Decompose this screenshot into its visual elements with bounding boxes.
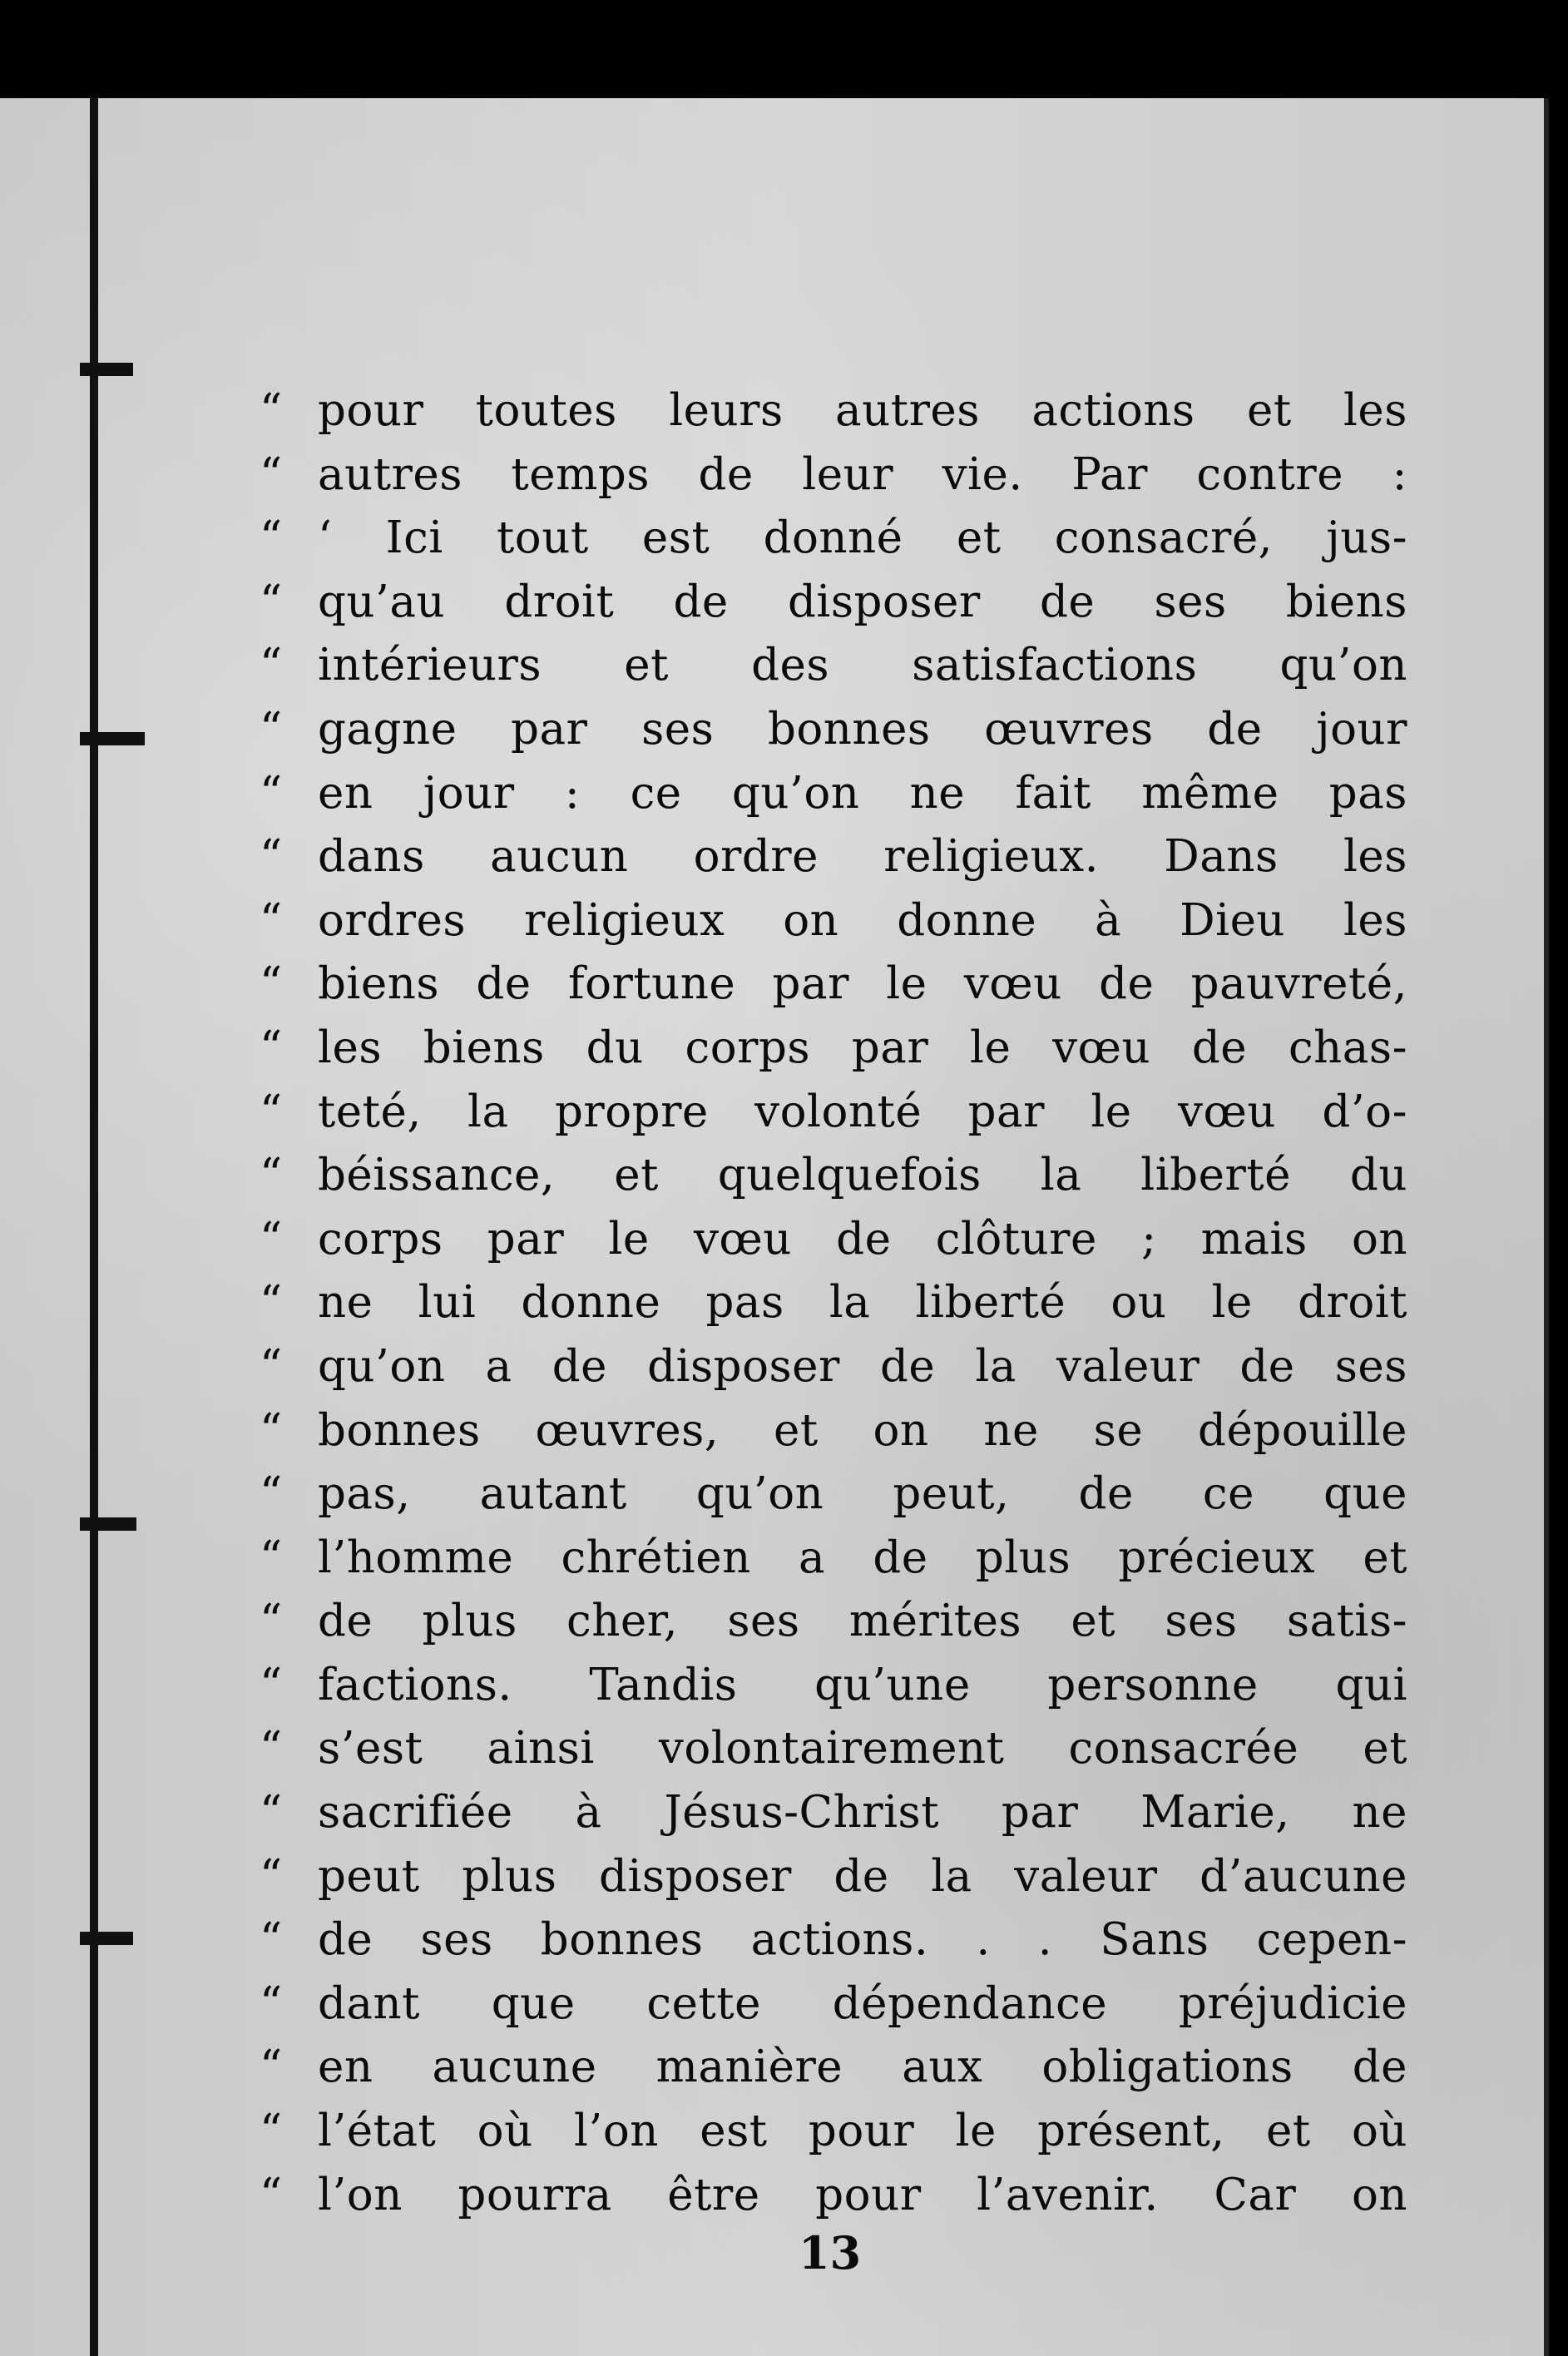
text-line: “ biens de fortune par le vœu de pauvreté,	[260, 953, 1407, 1017]
text-line-content: teté, la propre volonté par le vœu d’o-	[318, 1086, 1407, 1137]
text-line: “ dans aucun ordre religieux. Dans les	[260, 825, 1407, 889]
binding-stitch	[80, 363, 133, 376]
text-line: “ qu’au droit de disposer de ses biens	[260, 571, 1407, 635]
text-line: “ peut plus disposer de la valeur d’aucune	[260, 1845, 1407, 1909]
text-line-content: sacrifiée à Jésus-Christ par Marie, ne	[318, 1787, 1407, 1839]
text-line-content: dant que cette dépendance préjudicie	[318, 1977, 1407, 2029]
book-page	[0, 98, 1549, 2356]
text-line: “ l’état où l’on est pour le présent, et où	[260, 2100, 1407, 2164]
text-line: “ corps par le vœu de clôture ; mais on	[260, 1208, 1407, 1272]
text-line: “ les biens du corps par le vœu de chas-	[260, 1017, 1407, 1081]
page-number: 13	[799, 2226, 862, 2279]
binding-stitch	[80, 732, 145, 745]
text-line: “ autres temps de leur vie. Par contre :	[260, 443, 1407, 507]
text-line-content: de ses bonnes actions. . . Sans cepen-	[318, 1914, 1407, 1966]
text-line-content: qu’au droit de disposer de ses biens	[318, 576, 1407, 627]
text-line: “ qu’on a de disposer de la valeur de ses	[260, 1335, 1407, 1399]
text-line: “ l’on pourra être pour l’avenir. Car on	[260, 2164, 1407, 2228]
text-line: “ béissance, et quelquefois la liberté du	[260, 1144, 1407, 1208]
text-line-content: factions. Tandis qu’une personne qui	[318, 1659, 1407, 1710]
text-line: “ de ses bonnes actions. . . Sans cepen-	[260, 1908, 1407, 1972]
text-line-content: béissance, et quelquefois la liberté du	[318, 1150, 1407, 1201]
text-line: “ bonnes œuvres, et on ne se dépouille	[260, 1399, 1407, 1463]
text-line: “ ordres religieux on donne à Dieu les	[260, 889, 1407, 953]
text-line: “ pas, autant qu’on peut, de ce que	[260, 1463, 1407, 1527]
text-line: “ teté, la propre volonté par le vœu d’o-	[260, 1081, 1407, 1145]
text-line-content: biens de fortune par le vœu de pauvreté,	[318, 958, 1407, 1010]
text-line: “ intérieurs et des satisfactions qu’on	[260, 634, 1407, 698]
body-text	[260, 379, 1407, 2227]
binding-stitch	[80, 1932, 133, 1945]
text-line-content: en jour : ce qu’on ne fait même pas	[318, 767, 1407, 819]
text-line-content: l’on pourra être pour l’avenir. Car on	[318, 2169, 1407, 2220]
text-line-content: l’état où l’on est pour le présent, et où	[318, 2106, 1407, 2157]
text-line-content: l’homme chrétien a de plus précieux et	[318, 1532, 1407, 1583]
text-line-content: autres temps de leur vie. Par contre :	[318, 448, 1407, 500]
text-line-content: de plus cher, ses mérites et ses satis-	[318, 1596, 1407, 1647]
text-line-content: gagne par ses bonnes œuvres de jour	[318, 703, 1407, 755]
text-line: “ gagne par ses bonnes œuvres de jour	[260, 698, 1407, 762]
text-line: “ de plus cher, ses mérites et ses satis-	[260, 1590, 1407, 1654]
text-line-content: qu’on a de disposer de la valeur de ses	[318, 1340, 1407, 1392]
page-edge	[1544, 98, 1549, 2356]
text-line-content: peut plus disposer de la valeur d’aucune	[318, 1850, 1407, 1902]
text-line-content: pour toutes leurs autres actions et les	[318, 385, 1407, 436]
text-line-content: en aucune manière aux obligations de	[318, 2042, 1407, 2093]
text-line-content: s’est ainsi volontairement consacrée et	[318, 1723, 1407, 1774]
text-line: “ ‘ Ici tout est donné et consacré, jus-	[260, 507, 1407, 571]
text-line-content: ordres religieux on donne à Dieu les	[318, 894, 1407, 946]
text-line: “ en aucune manière aux obligations de	[260, 2036, 1407, 2100]
text-line-content: bonnes œuvres, et on ne se dépouille	[318, 1404, 1407, 1456]
text-line-content: pas, autant qu’on peut, de ce que	[318, 1468, 1407, 1520]
text-line-content: ne lui donne pas la liberté ou le droit	[318, 1277, 1407, 1329]
text-line-content: intérieurs et des satisfactions qu’on	[318, 640, 1407, 691]
text-line: “ factions. Tandis qu’une personne qui	[260, 1654, 1407, 1718]
text-line: “ en jour : ce qu’on ne fait même pas	[260, 762, 1407, 826]
text-line-content: corps par le vœu de clôture ; mais on	[318, 1213, 1407, 1265]
text-line: “ pour toutes leurs autres actions et les	[260, 379, 1407, 443]
text-line-content: les biens du corps par le vœu de chas-	[318, 1022, 1407, 1073]
text-line: “ dant que cette dépendance préjudicie	[260, 1972, 1407, 2037]
binding-spine	[90, 98, 98, 2356]
text-line: “ ne lui donne pas la liberté ou le droit	[260, 1271, 1407, 1335]
text-line-content: ‘ Ici tout est donné et consacré, jus-	[318, 512, 1407, 564]
text-line: “ sacrifiée à Jésus-Christ par Marie, ne	[260, 1781, 1407, 1845]
text-line: “ s’est ainsi volontairement consacrée et	[260, 1717, 1407, 1781]
binding-stitch	[80, 1517, 136, 1531]
text-line: “ l’homme chrétien a de plus précieux et	[260, 1527, 1407, 1591]
text-line-content: dans aucun ordre religieux. Dans les	[318, 831, 1407, 883]
